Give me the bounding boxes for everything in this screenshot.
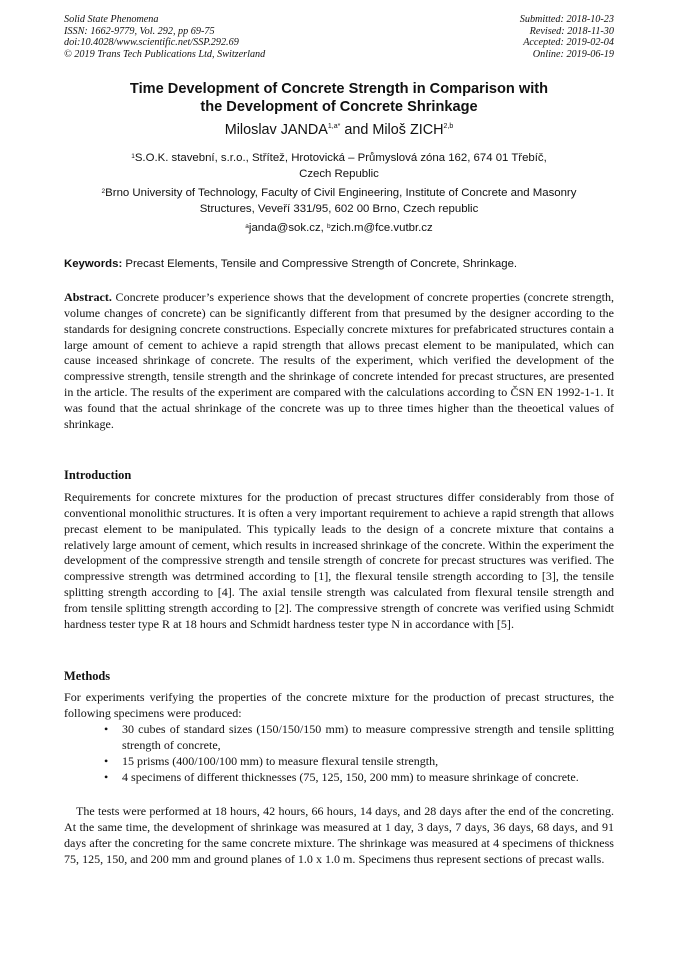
methods-intro-paragraph: For experiments verifying the properties of the concrete mixture for the production of precast structures, the following specimens were produced: — [64, 690, 614, 720]
keywords-label: Keywords: — [64, 258, 123, 270]
date-revised: Revised: 2018-11-30 — [529, 25, 614, 37]
section-heading-methods: Methods — [64, 669, 111, 683]
date-online: Online: 2019-06-19 — [532, 48, 614, 60]
author-list — [64, 122, 614, 139]
author-1-superscript: 1,a* — [327, 123, 341, 131]
list-item-text: 4 specimens of different thicknesses (75, 125, 150, 200 mm) to measure shrinkage of concrete. — [122, 769, 579, 784]
abstract — [64, 290, 614, 433]
email-b[interactable]: zich.m@fce.vutbr.cz — [330, 222, 433, 234]
journal-doi: doi:10.4028/www.scientific.net/SSP.292.69 — [64, 37, 239, 49]
journal-info — [64, 14, 265, 60]
affiliation-2-number: 2 — [101, 188, 106, 195]
date-submitted: Submitted: 2018-10-23 — [519, 14, 614, 25]
author-2-superscript: 2,b — [443, 123, 454, 131]
list-item — [64, 754, 614, 770]
list-item-text: 30 cubes of standard sizes (150/150/150 mm) to measure compressive strength and tensile splitting strength of concrete, — [122, 722, 614, 752]
specimen-list — [64, 722, 614, 785]
keywords — [64, 256, 614, 272]
affiliation-2-line-1: Brno University of Technology, Faculty of Civil Engineering, Institute of Concrete and Masonry — [105, 187, 577, 199]
affiliation-1-number: 1 — [131, 153, 135, 160]
list-item — [64, 722, 614, 754]
affiliation-1-line-1: S.O.K. stavební, s.r.o., Střítež, Hrotovická – Průmyslová zóna 162, 674 01 Třebíč, — [134, 152, 547, 164]
list-item-text: 15 prisms (400/100/100 mm) to measure flexural tensile strength, — [122, 753, 439, 768]
bullet-icon: • — [104, 753, 109, 768]
section-heading-introduction: Introduction — [64, 468, 132, 482]
author-emails — [64, 220, 614, 236]
author-1: Miloslav JANDA — [224, 122, 328, 138]
abstract-text: Concrete producer’s experience shows that the development of concrete properties (concrete strength, volume changes of concrete) can be significantly different from that presumed by the designer according to the standards for designing concrete constructions. Especially concrete mixtures for prefabricated structures contain a large amount of cement to achieve a rapid strength that allows precast element to be manipulated, which can cause inceased shrinkage of concrete. The results of the experiment, which verified the development of the compressive strength, tensile strength and the shrinkage of concrete intended for precast structures, are presented in the article. The results of the experiment are compared with the calculations according to ČSN EN 1992-1-1. It was found that the actual shrinkage of the concrete was up to three times higher than the theoetical values of shrinkage. — [64, 290, 614, 431]
author-separator: and — [340, 122, 373, 138]
abstract-label: Abstract. — [64, 290, 112, 304]
email-b-superscript: b — [326, 223, 331, 230]
date-accepted: Accepted: 2019-02-04 — [523, 37, 614, 49]
paper-title — [64, 81, 614, 116]
affiliation-1 — [64, 150, 614, 182]
journal-name: Solid State Phenomena — [64, 14, 159, 25]
affiliation-2-line-2: Structures, Veveří 331/95, 602 00 Brno, Czech republic — [199, 203, 479, 216]
journal-issn: ISSN: 1662-9779, Vol. 292, pp 69-75 — [64, 25, 215, 37]
email-a-superscript: a — [245, 223, 249, 230]
bullet-icon: • — [104, 722, 109, 736]
title-line-2: the Development of Concrete Shrinkage — [200, 98, 478, 115]
author-2: Miloš ZICH — [372, 122, 444, 138]
bullet-icon: • — [104, 769, 109, 784]
affiliation-1-line-2: Czech Republic — [299, 168, 379, 181]
methods-tests-paragraph: The tests were performed at 18 hours, 42 hours, 66 hours, 14 days, and 28 days after the end of the concreting. At the same time, the development of shrinkage was measured at 1 day, 3 days, 7 days, 36 days, 68 days, and 91 days after the concreting for the same concrete mixture. The shrinkage was measured at 4 specimens of thickness 75, 125, 150, and 200 mm and ground planes of 1.0 x 1.0 m. Specimens thus represent sections of precast walls. — [64, 804, 614, 866]
list-item — [64, 770, 614, 786]
affiliation-2 — [64, 185, 614, 217]
introduction-paragraph: Requirements for concrete mixtures for the production of precast structures differ considerably from those of conventional monolithic structures. It is often a very important requirement to achieve a rapid strength that allows precast element to be manipulated. This typically leads to the design of a concrete mixture that contains a relatively large amount of cement, which results in increased shrinkage of the concrete. Within the experiment the development of the compressive strength and tensile strength of concrete for precast structures was verified. The compressive strength was detrmined according to [1], the flexural tensile strength according to [3], the tensile splitting strength according to [4]. The axial tensile strength was calculated from flexural tensile strength and from tensile splitting strength according to [2]. The compressive strength of concrete was verified using Schmidt hardness tester type R at 18 hours and Schmidt hardness tester type N in accordance with [5]. — [64, 490, 614, 631]
journal-copyright: © 2019 Trans Tech Publications Ltd, Switzerland — [64, 48, 266, 60]
title-line-1: Time Development of Concrete Strength in Comparison with — [129, 81, 549, 97]
submission-dates — [520, 14, 614, 60]
keywords-text: Precast Elements, Tensile and Compressive Strength of Concrete, Shrinkage. — [122, 258, 518, 270]
email-a[interactable]: janda@sok.cz, — [248, 222, 327, 234]
